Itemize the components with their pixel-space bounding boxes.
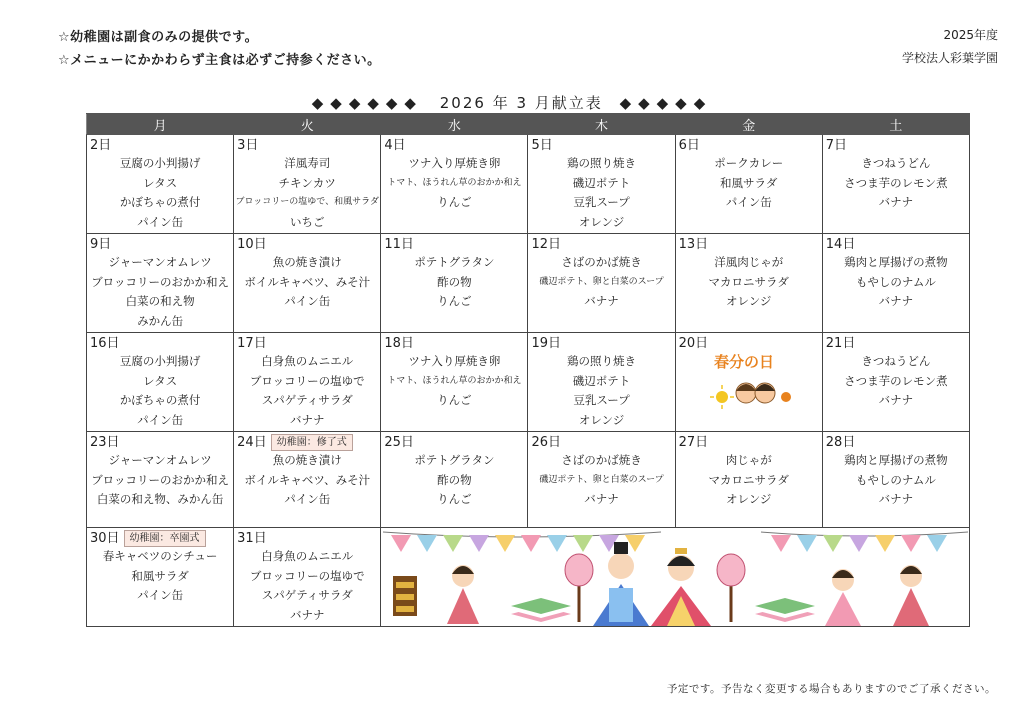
day-label: 3日	[237, 138, 259, 153]
menu-item: きつねうどん	[861, 156, 931, 170]
weekday-fri: 金	[675, 114, 822, 135]
menu-item: 鶏肉と厚揚げの煮物	[844, 453, 948, 467]
hina-matsuri-decoration	[381, 528, 970, 627]
day-label: 9日	[90, 237, 112, 252]
menu-item: パイン缶	[284, 294, 331, 308]
day-cell	[234, 333, 381, 432]
menu-item: 白菜の和え物、みかん缶	[96, 492, 224, 506]
weekday-mon: 月	[87, 114, 234, 135]
menu-item: スパゲティサラダ	[261, 393, 353, 407]
menu-item: ポテトグラタン	[414, 453, 495, 467]
menu-item: レタス	[143, 373, 178, 388]
menu-item: 鶏の照り焼き	[567, 156, 637, 170]
day-label: 10日	[237, 237, 267, 252]
day-label: 6日	[678, 138, 700, 153]
day-number	[676, 135, 822, 154]
day-cell	[822, 333, 969, 432]
day-number	[234, 528, 380, 547]
hina-dolls-illustration	[381, 536, 970, 628]
day-number	[676, 432, 822, 451]
menu-item: さばのかば焼き	[561, 255, 642, 269]
day-label: 12日	[531, 237, 562, 252]
day-number	[823, 135, 969, 154]
day-number	[676, 234, 822, 253]
menu-item: ジャーマンオムレツ	[108, 453, 212, 467]
menu-item: ブロッコリーの塩ゆで、和風サラダ	[235, 197, 380, 207]
week-row	[87, 333, 970, 432]
menu-item: バナナ	[584, 492, 619, 506]
day-number	[528, 234, 674, 253]
menu-item: ブロッコリーの塩ゆで	[249, 568, 365, 583]
day-number	[381, 135, 527, 154]
menu-item: 鶏肉と厚揚げの煮物	[844, 255, 948, 269]
day-number	[823, 333, 969, 352]
day-cell	[87, 528, 234, 627]
week-row	[87, 135, 970, 234]
day-label: 24日	[237, 435, 267, 450]
day-label: 27日	[678, 435, 709, 450]
menu-item: ブロッコリーのおかか和え	[91, 472, 229, 487]
day-cell	[528, 234, 675, 333]
menu-item: 酢の物	[437, 274, 472, 289]
day-number	[87, 333, 233, 352]
menu-item: 白身魚のムニエル	[261, 354, 354, 368]
day-cell	[528, 135, 675, 234]
week-row	[87, 234, 970, 333]
menu-item: 鶏の照り焼き	[567, 354, 637, 368]
day-label: 7日	[825, 138, 848, 153]
menu-item: ボイルキャベツ、みそ汁	[244, 472, 371, 487]
day-cell	[87, 234, 234, 333]
menu-item: レタス	[143, 175, 178, 190]
vernal-equinox-illustration	[700, 347, 800, 419]
menu-item: 磯辺ポテト、卵と白菜のスープ	[539, 474, 664, 485]
note-bring-staple: ☆メニューにかかわらず主食は必ずご持参ください。	[58, 53, 381, 68]
day-label: 23日	[90, 435, 120, 450]
diamond-decoration-right: ◆◆◆◆◆	[619, 94, 713, 112]
menu-item: マカロニサラダ	[708, 274, 789, 289]
menu-item: もやしのナムル	[855, 274, 936, 289]
menu-title: 2026 年 3 月献立表	[439, 94, 603, 112]
menu-item: スパゲティサラダ	[261, 588, 353, 602]
menu-item: パイン缶	[284, 492, 331, 506]
day-cell	[87, 135, 234, 234]
event-tag: 幼稚園：卒園式	[124, 530, 206, 547]
menu-item: ジャーマンオムレツ	[108, 255, 212, 269]
day-label: 14日	[825, 237, 856, 252]
diamond-decoration-left: ◆◆◆◆◆◆	[311, 94, 423, 112]
menu-item: 魚の焼き漬け	[272, 255, 342, 269]
menu-item: ブロッコリーの塩ゆで	[249, 373, 365, 388]
fiscal-year: 2025年度	[943, 28, 998, 42]
menu-item: 豆乳スープ	[573, 195, 630, 209]
day-number	[234, 234, 380, 253]
menu-item: きつねうどん	[861, 354, 931, 368]
menu-item: パイン缶	[137, 214, 184, 229]
menu-item: ポテトグラタン	[414, 255, 495, 269]
menu-item: チキンカツ	[278, 175, 336, 190]
menu-item: バナナ	[878, 393, 914, 407]
menu-item: 磯辺ポテト、卵と白菜のスープ	[539, 276, 664, 287]
menu-item: オレンジ	[578, 412, 625, 427]
menu-item: 豆腐の小判揚げ	[119, 156, 201, 170]
menu-item: ツナ入り厚焼き卵	[408, 354, 501, 368]
menu-item: ブロッコリーのおかか和え	[91, 274, 229, 289]
day-label: 16日	[90, 336, 120, 351]
menu-item: ボイルキャベツ、みそ汁	[244, 274, 371, 289]
day-cell	[822, 135, 969, 234]
day-label: 20日	[678, 336, 709, 351]
menu-item: 和風サラダ	[720, 175, 778, 190]
menu-item: 洋風寿司	[284, 156, 331, 170]
footer-note: 予定です。予告なく変更する場合もありますのでご了承ください。	[666, 683, 996, 695]
menu-item: かぼちゃの煮付	[119, 195, 201, 209]
menu-item: 磯辺ポテト	[572, 373, 631, 388]
day-number	[528, 432, 674, 451]
day-cell	[675, 234, 822, 333]
menu-item: りんご	[437, 294, 472, 308]
menu-item: 豆腐の小判揚げ	[119, 354, 201, 368]
day-number	[87, 528, 233, 547]
day-label: 5日	[531, 138, 553, 153]
day-cell	[822, 234, 969, 333]
day-number	[528, 333, 674, 352]
day-number	[381, 432, 527, 451]
menu-item: さつま芋のレモン煮	[844, 175, 948, 190]
menu-item: バナナ	[878, 195, 914, 209]
menu-item: みかん缶	[137, 313, 184, 328]
day-cell	[234, 234, 381, 333]
menu-item: オレンジ	[578, 214, 625, 229]
menu-item: 和風サラダ	[131, 568, 189, 583]
menu-item: もやしのナムル	[855, 472, 936, 487]
weekday-wed: 水	[381, 114, 528, 135]
menu-item: かぼちゃの煮付	[119, 393, 201, 407]
day-number	[381, 333, 527, 352]
page-title	[0, 92, 1024, 113]
menu-item: マカロニサラダ	[708, 472, 789, 487]
day-label: 21日	[825, 336, 856, 351]
menu-item: トマト、ほうれん草のおかか和え	[387, 375, 522, 386]
day-cell	[87, 333, 234, 432]
day-cell	[381, 333, 528, 432]
day-cell	[822, 432, 969, 528]
day-cell	[381, 135, 528, 234]
menu-item: いちご	[289, 214, 325, 229]
menu-item: 白身魚のムニエル	[261, 549, 354, 563]
menu-item: トマト、ほうれん草のおかか和え	[387, 177, 522, 188]
day-number	[823, 234, 969, 253]
menu-item: バナナ	[289, 607, 325, 622]
day-label: 25日	[384, 435, 414, 450]
menu-item: パイン缶	[137, 588, 184, 602]
menu-item: 春キャベツのシチュー	[102, 549, 218, 563]
menu-item: バナナ	[878, 294, 914, 308]
event-tag: 幼稚園：修了式	[271, 434, 353, 451]
menu-item: さつま芋のレモン煮	[844, 373, 948, 388]
menu-item: バナナ	[584, 294, 619, 308]
day-cell	[87, 432, 234, 528]
day-label: 31日	[237, 531, 267, 546]
day-cell	[675, 135, 822, 234]
day-label: 18日	[384, 336, 414, 351]
menu-item: ツナ入り厚焼き卵	[408, 156, 501, 170]
menu-item: パイン缶	[725, 195, 772, 209]
day-label: 28日	[825, 435, 856, 450]
day-number	[381, 234, 527, 253]
day-cell	[381, 234, 528, 333]
menu-item: オレンジ	[725, 492, 772, 506]
menu-calendar	[86, 113, 970, 627]
menu-item: りんご	[437, 492, 472, 506]
menu-item: パイン缶	[137, 412, 184, 427]
day-cell	[234, 432, 381, 528]
week-row	[87, 528, 970, 627]
day-number	[234, 432, 380, 451]
weekday-thu: 木	[528, 114, 675, 135]
menu-item: ポークカレー	[714, 156, 784, 170]
week-row	[87, 432, 970, 528]
day-cell	[381, 432, 528, 528]
day-cell	[528, 333, 675, 432]
menu-item: 磯辺ポテト	[572, 175, 631, 190]
menu-item: バナナ	[289, 412, 325, 427]
menu-item: オレンジ	[725, 294, 772, 308]
menu-item: バナナ	[878, 492, 914, 506]
menu-item: 肉じゃが	[725, 453, 772, 467]
day-number	[87, 135, 233, 154]
day-cell	[234, 528, 381, 627]
menu-item: 洋風肉じゃが	[714, 255, 784, 269]
day-cell	[675, 432, 822, 528]
menu-item: 豆乳スープ	[573, 393, 630, 407]
day-number	[823, 432, 969, 451]
day-label: 17日	[237, 336, 267, 351]
menu-item: 白菜の和え物	[125, 294, 195, 308]
day-cell	[528, 432, 675, 528]
vernal-equinox-text: 春分の日	[713, 353, 774, 371]
weekday-sat: 土	[822, 114, 969, 135]
weekday-tue: 火	[234, 114, 381, 135]
menu-item: 酢の物	[437, 472, 472, 487]
weekday-header-row	[87, 114, 970, 135]
menu-item: りんご	[437, 195, 472, 209]
menu-item: りんご	[437, 393, 472, 407]
day-number	[87, 432, 233, 451]
menu-item: 魚の焼き漬け	[272, 453, 342, 467]
day-number	[528, 135, 674, 154]
day-number	[234, 135, 380, 154]
day-label: 4日	[384, 138, 406, 153]
day-label: 2日	[90, 138, 112, 153]
day-label: 13日	[678, 237, 709, 252]
day-label: 26日	[531, 435, 562, 450]
school-name: 学校法人彩葉学園	[901, 51, 998, 65]
day-label: 19日	[531, 336, 562, 351]
day-number	[234, 333, 380, 352]
day-label: 30日	[90, 531, 120, 546]
day-number	[87, 234, 233, 253]
day-cell	[234, 135, 381, 234]
note-side-dish-only: ☆幼稚園は副食のみの提供です。	[58, 30, 259, 45]
menu-item: さばのかば焼き	[561, 453, 642, 467]
day-cell	[675, 333, 822, 432]
day-label: 11日	[384, 237, 414, 252]
